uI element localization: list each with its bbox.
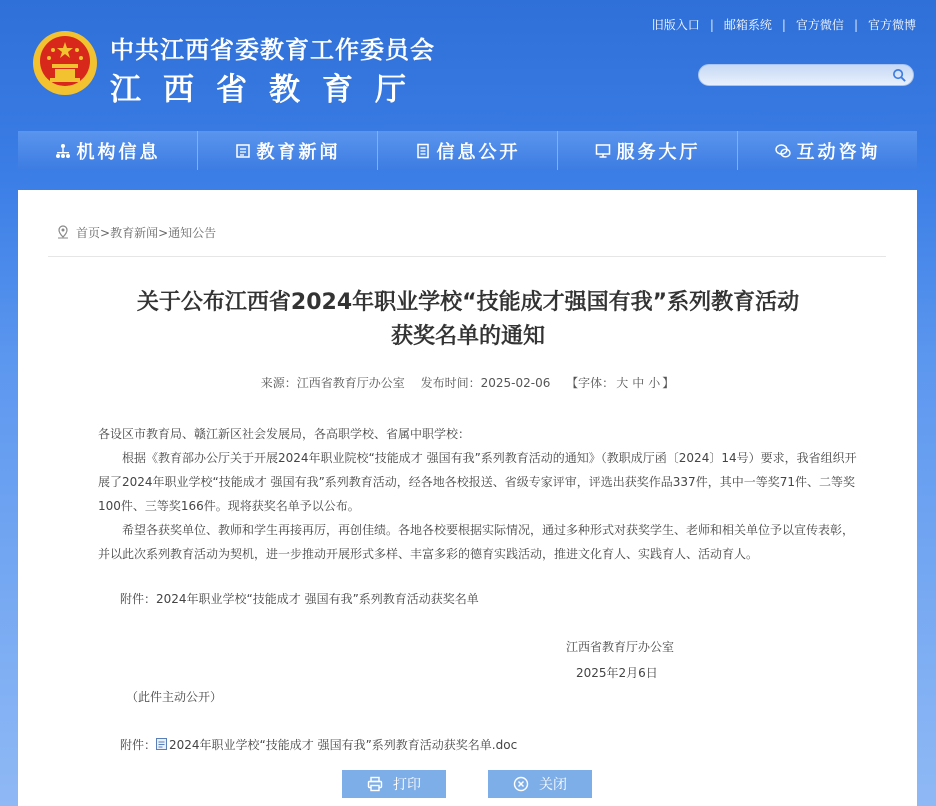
salutation: 各设区市教育局、赣江新区社会发展局，各高职学校、省属中职学校：: [98, 427, 471, 441]
org-icon: [55, 143, 71, 159]
signature-org: 江西省教育厅办公室: [566, 640, 675, 654]
breadcrumb-separator: >: [158, 226, 169, 240]
print-label: 打印: [393, 777, 421, 793]
signature-date: 2025年2月6日: [576, 666, 658, 680]
attachment-file-line: [120, 736, 517, 753]
nav-item-info[interactable]: [378, 131, 558, 170]
location-pin-icon: [56, 225, 70, 239]
paragraph-2: 希望各获奖单位、教师和学生再接再厉，再创佳绩。各地各校要根据实际情况，通过多种形式对获奖学生、老师和相关单位予以宣传表彰，并以此次系列教育活动为契机，进一步推动开展形式多样、丰富多彩的德育实践活动，推进文化育人、实践育人、活动育人。: [98, 523, 855, 561]
close-icon: [513, 776, 529, 792]
font-size-medium[interactable]: 中: [632, 376, 645, 390]
service-icon: [595, 143, 611, 159]
article-publish-time: 发布时间：2025-02-06: [420, 376, 551, 390]
nav-label: 服务大厅: [616, 141, 701, 163]
separator: |: [781, 18, 786, 32]
nav-label: 信息公开: [436, 141, 521, 163]
attachment-file-link[interactable]: 2024年职业学校“技能成才 强国有我”系列教育活动获奖名单.doc: [169, 738, 518, 752]
nav-item-consult[interactable]: [738, 131, 917, 170]
file-prefix: 附件：: [120, 738, 157, 752]
close-button[interactable]: [488, 770, 592, 798]
nav-item-org[interactable]: [18, 131, 198, 170]
news-icon: [235, 143, 251, 159]
nav-label: 教育新闻: [256, 141, 341, 163]
breadcrumb-news[interactable]: 教育新闻: [110, 226, 159, 240]
article-panel: [18, 190, 917, 806]
nav-item-service[interactable]: [558, 131, 738, 170]
nav-label: 机构信息: [76, 141, 161, 163]
font-size-small[interactable]: 小: [648, 376, 661, 390]
top-link-mail[interactable]: 邮箱系统: [723, 18, 772, 32]
printer-icon: [367, 776, 383, 792]
top-link-old-version[interactable]: 旧版入口: [651, 18, 700, 32]
article-title: [58, 286, 878, 354]
info-icon: [415, 143, 431, 159]
org-name: 中共江西省委教育工作委员会: [110, 36, 435, 64]
site-header: [0, 0, 936, 130]
breadcrumb-home[interactable]: 首页: [76, 226, 101, 240]
print-button[interactable]: [342, 770, 446, 798]
font-size-control: [566, 376, 674, 390]
dept-name: 江西省教育厅: [110, 72, 428, 108]
article-source: 来源：江西省教育厅办公室: [260, 376, 405, 390]
attachment-line: 附件：2024年职业学校“技能成才 强国有我”系列教育活动获奖名单: [120, 592, 479, 606]
breadcrumb-separator: >: [100, 226, 111, 240]
breadcrumb-notices[interactable]: 通知公告: [168, 226, 217, 240]
top-link-wechat[interactable]: 官方微信: [795, 18, 844, 32]
breadcrumb: [56, 224, 216, 241]
divider: [48, 256, 886, 257]
article-meta: [18, 374, 917, 391]
title-line-2: 获奖名单的通知: [390, 324, 545, 349]
search-icon[interactable]: [892, 68, 907, 83]
font-size-large[interactable]: 大: [616, 376, 629, 390]
title-line-1: 关于公布江西省2024年职业学校“技能成才强国有我”系列教育活动: [136, 290, 800, 315]
doc-file-icon: [156, 738, 167, 750]
chat-icon: [775, 143, 791, 159]
article-body: [98, 422, 858, 566]
separator: |: [709, 18, 714, 32]
paragraph-1: 根据《教育部办公厅关于开展2024年职业院校“技能成才 强国有我”系列教育活动的通知》（教职成厅函〔2024〕14号）要求，我省组织开展了2024年职业学校“技能成才 强国有我”系列教育活动，经各地各校报送、省级专家评审，评选出获奖作品337件，其中一等奖71件、二等奖100件、三等奖166件。现将获奖名单予以公布。: [98, 451, 857, 513]
nav-item-news[interactable]: [198, 131, 378, 170]
main-nav: [18, 131, 917, 170]
top-link-weibo[interactable]: 官方微博: [867, 18, 916, 32]
font-size-label: 【字体：: [566, 376, 615, 390]
close-label: 关闭: [539, 777, 567, 793]
font-size-close: 】: [662, 376, 675, 390]
public-note: （此件主动公开）: [126, 690, 223, 704]
search-input[interactable]: [698, 64, 914, 86]
separator: |: [853, 18, 858, 32]
nav-label: 互动咨询: [796, 141, 881, 163]
national-emblem-icon: [32, 30, 98, 96]
top-links: [652, 16, 916, 33]
